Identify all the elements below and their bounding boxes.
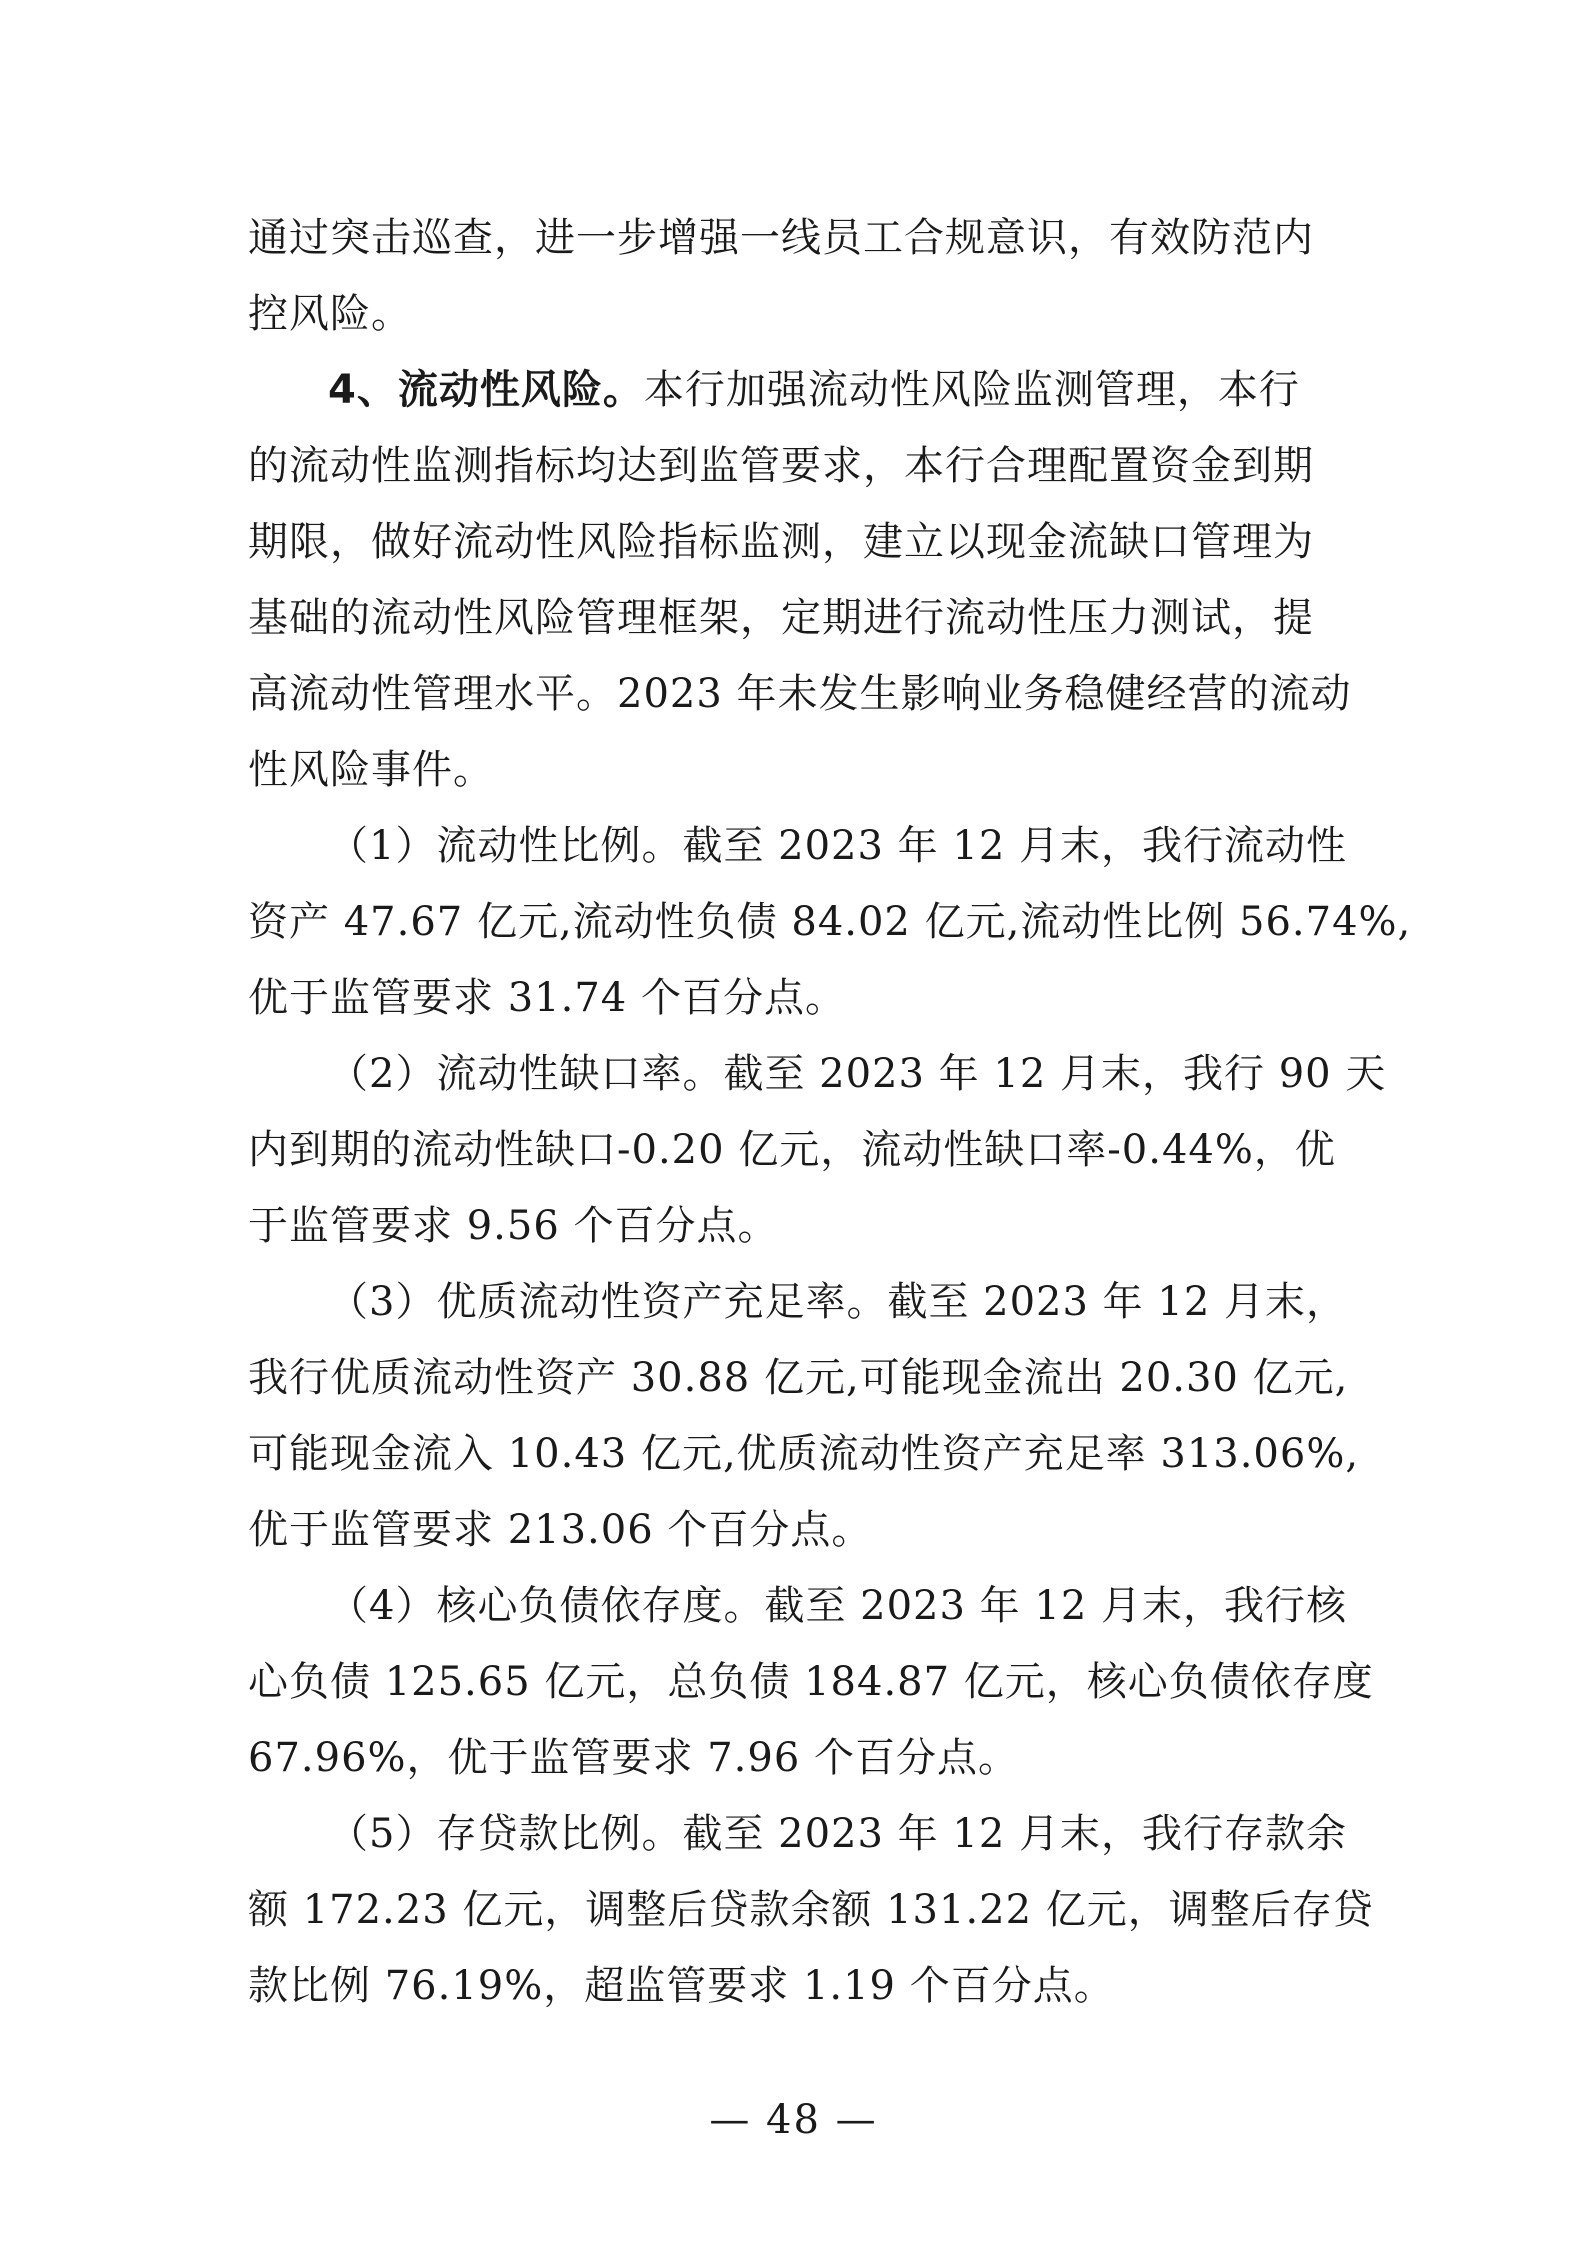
item-loan-deposit-line: （5）存贷款比例。截至 2023 年 12 月末，我行存款余	[328, 1811, 1348, 1857]
section-heading-liquidity-risk: 4、流动性风险。	[328, 367, 644, 413]
page-number: — 48 —	[709, 2097, 878, 2143]
item-hqla-adequacy-line: （3）优质流动性资产充足率。截至 2023 年 12 月末，	[328, 1279, 1348, 1325]
item-liquidity-gap-line: （2）流动性缺口率。截至 2023 年 12 月末，我行 90 天	[328, 1051, 1387, 1097]
paragraph-line: 优于监管要求 213.06 个百分点。	[248, 1507, 873, 1553]
paragraph-line: 高流动性管理水平。2023 年未发生影响业务稳健经营的流动	[248, 671, 1352, 717]
paragraph-line: 额 172.23 亿元，调整后贷款余额 131.22 亿元，调整后存贷	[248, 1887, 1374, 1933]
paragraph-line: 于监管要求 9.56 个百分点。	[248, 1203, 779, 1249]
section-heading-text: 本行加强流动性风险监测管理，本行	[643, 367, 1300, 413]
paragraph-line: 心负债 125.65 亿元，总负债 184.87 亿元，核心负债依存度	[248, 1659, 1374, 1705]
section-heading-line	[328, 366, 1428, 414]
paragraph-line: 67.96%，优于监管要求 7.96 个百分点。	[248, 1735, 1020, 1781]
paragraph-line: 优于监管要求 31.74 个百分点。	[248, 975, 846, 1021]
paragraph-line: 的流动性监测指标均达到监管要求，本行合理配置资金到期	[248, 443, 1314, 489]
paragraph-line: 我行优质流动性资产 30.88 亿元,可能现金流出 20.30 亿元,	[248, 1355, 1349, 1401]
item-liquidity-ratio-line: （1）流动性比例。截至 2023 年 12 月末，我行流动性	[328, 823, 1348, 869]
paragraph-line: 期限，做好流动性风险指标监测，建立以现金流缺口管理为	[248, 519, 1314, 565]
paragraph-line: 款比例 76.19%，超监管要求 1.19 个百分点。	[248, 1963, 1115, 2009]
paragraph-line: 通过突击巡查，进一步增强一线员工合规意识，有效防范内	[248, 215, 1314, 261]
item-core-liability-line: （4）核心负债依存度。截至 2023 年 12 月末，我行核	[328, 1583, 1348, 1629]
paragraph-line: 可能现金流入 10.43 亿元,优质流动性资产充足率 313.06%,	[248, 1431, 1360, 1477]
paragraph-line: 性风险事件。	[248, 747, 494, 793]
paragraph-line: 资产 47.67 亿元,流动性负债 84.02 亿元,流动性比例 56.74%,	[248, 899, 1412, 945]
paragraph-line: 基础的流动性风险管理框架，定期进行流动性压力测试，提	[248, 595, 1314, 641]
paragraph-line: 控风险。	[248, 291, 412, 337]
paragraph-line: 内到期的流动性缺口-0.20 亿元，流动性缺口率-0.44%，优	[248, 1127, 1336, 1173]
